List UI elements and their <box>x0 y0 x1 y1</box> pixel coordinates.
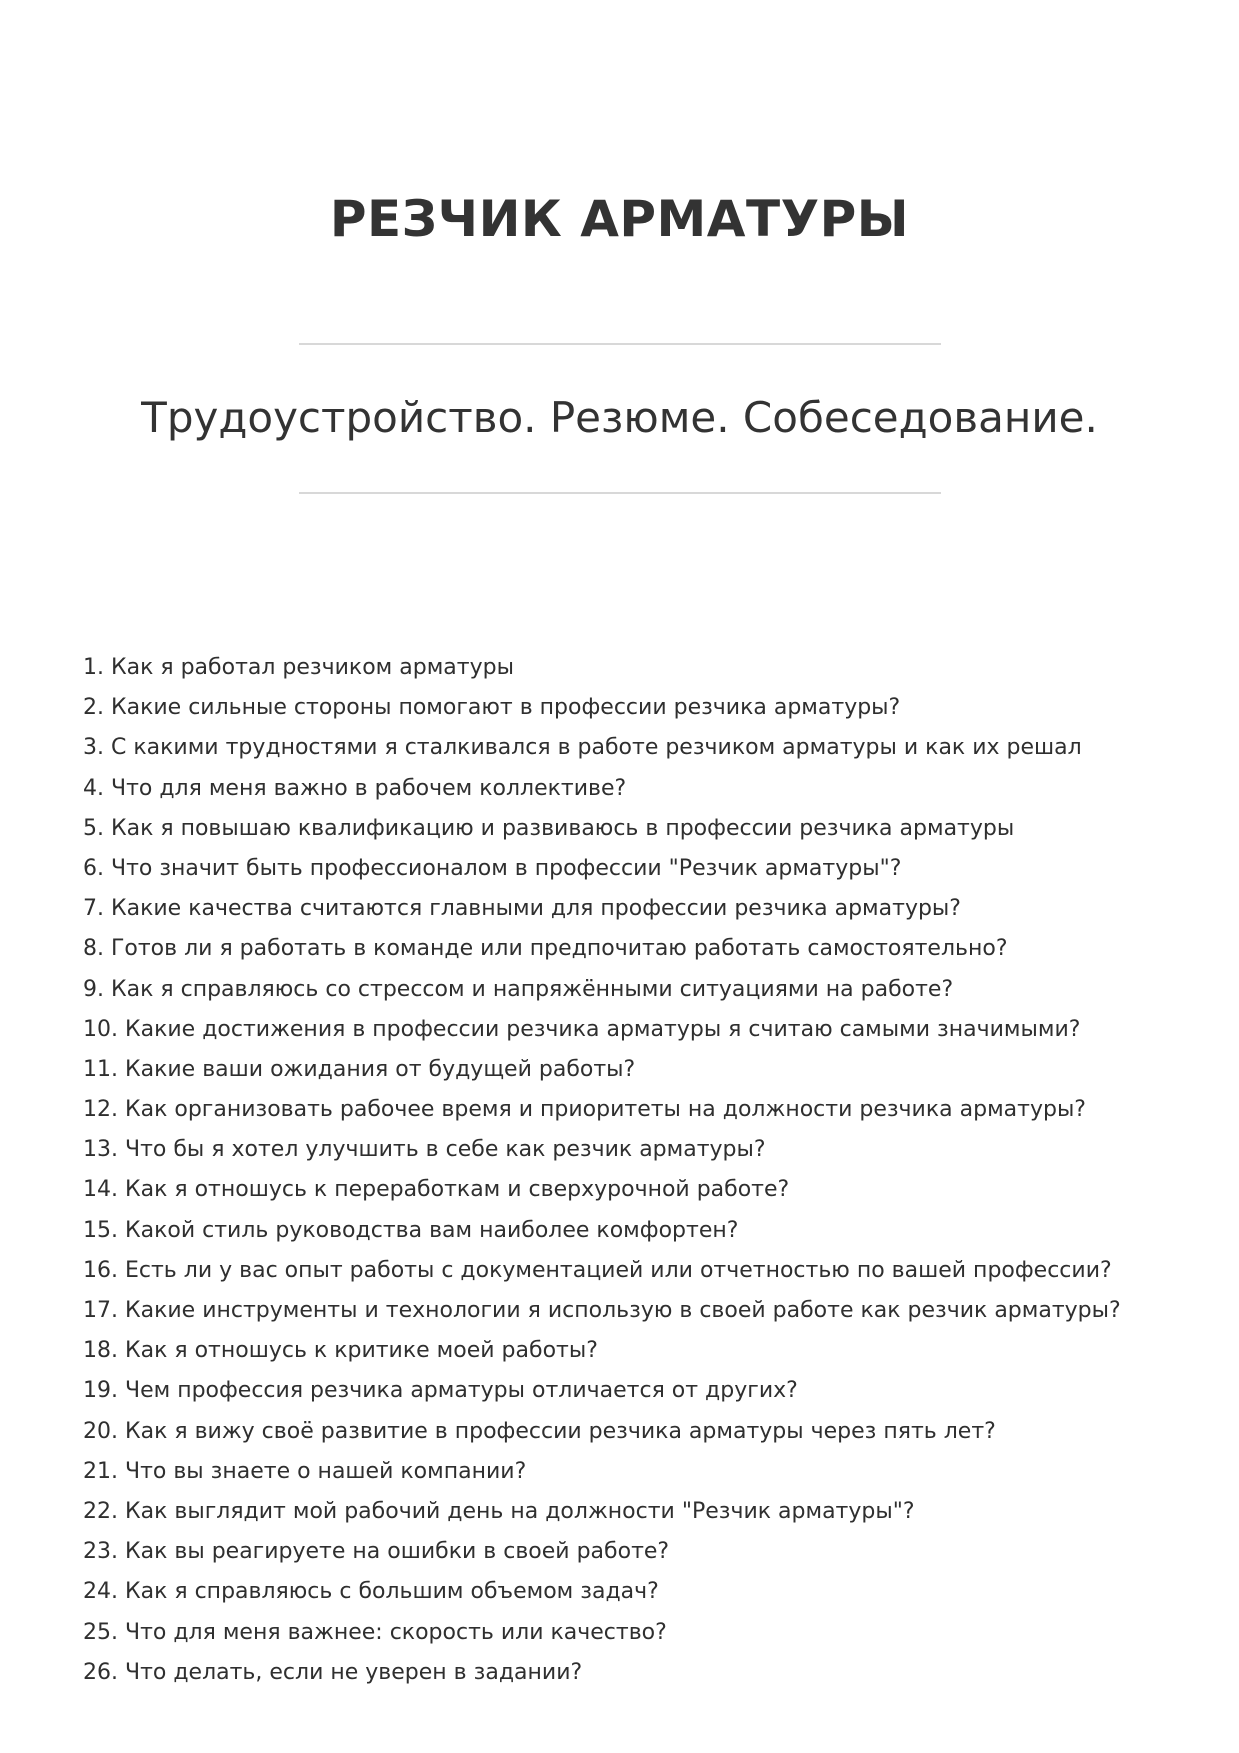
subtitle-divider <box>299 492 941 494</box>
question-item: 23. Как вы реагируете на ошибки в своей работе? <box>83 1539 670 1565</box>
question-item: 25. Что для меня важнее: скорость или качество? <box>83 1619 667 1645</box>
question-item: 2. Какие сильные стороны помогают в профессии резчика арматуры? <box>83 695 901 721</box>
question-item: 6. Что значит быть профессионалом в профессии "Резчик арматуры"? <box>83 855 902 881</box>
question-item: 16. Есть ли у вас опыт работы с документацией или отчетностью по вашей профессии? <box>83 1257 1112 1283</box>
question-item: 8. Готов ли я работать в команде или предпочитаю работать самостоятельно? <box>83 936 1008 962</box>
question-item: 20. Как я вижу своё развитие в профессии резчика арматуры через пять лет? <box>83 1418 996 1444</box>
questions-list <box>83 648 1121 1693</box>
question-item: 3. С какими трудностями я сталкивался в работе резчиком арматуры и как их решал <box>83 735 1082 761</box>
question-item: 17. Какие инструменты и технологии я использую в своей работе как резчик арматуры? <box>83 1298 1121 1323</box>
question-item: 21. Что вы знаете о нашей компании? <box>83 1458 527 1484</box>
question-item: 9. Как я справляюсь со стрессом и напряжёнными ситуациями на работе? <box>83 976 954 1002</box>
question-item: 7. Какие качества считаются главными для профессии резчика арматуры? <box>83 896 961 922</box>
question-item: 10. Какие достижения в профессии резчика арматуры я считаю самыми значимыми? <box>83 1016 1081 1042</box>
question-item: 13. Что бы я хотел улучшить в себе как резчик арматуры? <box>83 1137 766 1163</box>
question-item: 22. Как выглядит мой рабочий день на должности "Резчик арматуры"? <box>83 1498 915 1524</box>
title-divider <box>299 343 941 345</box>
question-item: 12. Как организовать рабочее время и приоритеты на должности резчика арматуры? <box>83 1097 1086 1123</box>
question-item: 24. Как я справляюсь с большим объемом задач? <box>83 1579 659 1605</box>
question-item: 5. Как я повышаю квалификацию и развиваюсь в профессии резчика арматуры <box>83 815 1015 841</box>
question-item: 14. Как я отношусь к переработкам и сверхурочной работе? <box>83 1177 790 1203</box>
question-item: 15. Какой стиль руководства вам наиболее комфортен? <box>83 1217 739 1243</box>
question-item: 18. Как я отношусь к критике моей работы? <box>83 1338 598 1364</box>
question-item: 26. Что делать, если не уверен в задании? <box>83 1659 583 1685</box>
question-item: 11. Какие ваши ожидания от будущей работы? <box>83 1056 636 1082</box>
page-title: РЕЗЧИК АРМАТУРЫ <box>329 190 910 248</box>
page-subtitle: Трудоустройство. Резюме. Собеседование. <box>141 393 1098 442</box>
question-item: 19. Чем профессия резчика арматуры отличается от других? <box>83 1378 798 1404</box>
question-item: 4. Что для меня важно в рабочем коллективе? <box>83 775 627 801</box>
question-item: 1. Как я работал резчиком арматуры <box>83 655 514 680</box>
